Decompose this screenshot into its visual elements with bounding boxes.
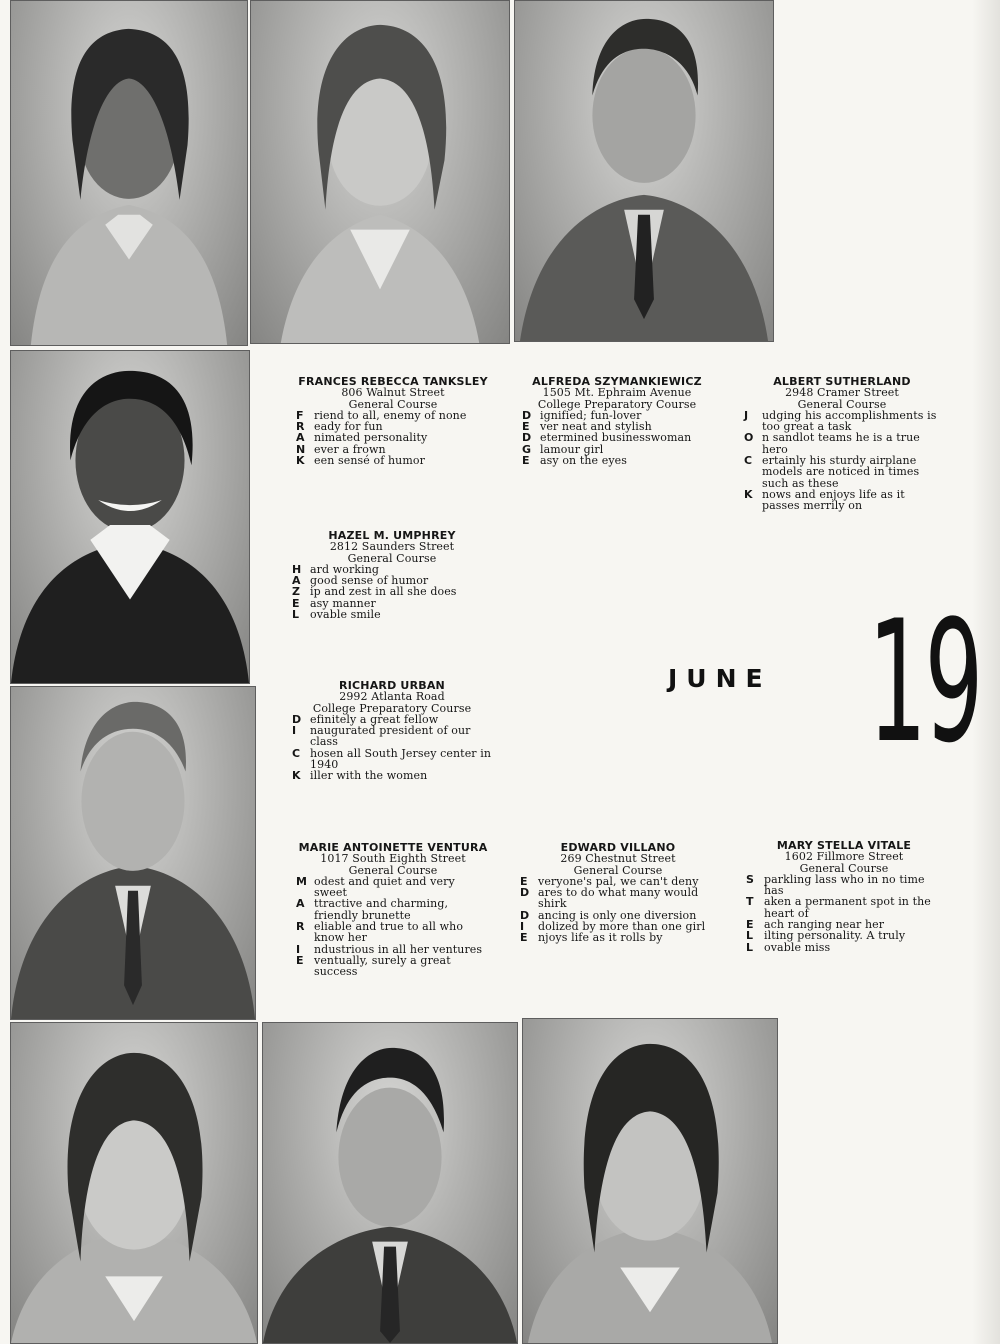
portrait-albert-sutherland	[514, 0, 774, 342]
acrostic-text: ach ranging near her	[764, 918, 885, 932]
acrostic-letter: E	[520, 874, 528, 888]
acrostic-letter: M	[296, 874, 308, 888]
student-name: MARY STELLA VITALE	[776, 839, 912, 852]
acrostic-text: ttractive and charming, friendly brunette	[314, 897, 449, 922]
year-heading: 19	[868, 584, 982, 780]
acrostic-text: veryone's pal, we can't deny	[538, 874, 699, 888]
student-address: 2948 Cramer Street	[785, 386, 899, 400]
acrostic-letter: D	[520, 886, 530, 900]
student-course: General Course	[797, 397, 887, 411]
acrostic-letter: D	[522, 408, 532, 422]
acrostic-text: ard working	[310, 562, 380, 576]
portrait-richard-urban	[10, 686, 256, 1020]
student-name: FRANCES REBECCA TANKSLEY	[298, 375, 488, 388]
month-heading: JUNE	[668, 664, 772, 693]
acrostic-letter: I	[520, 920, 525, 934]
acrostic-text: ndustrious in all her ventures	[314, 942, 483, 956]
acrostic-text: ovable smile	[310, 608, 381, 622]
acrostic-text: n sandlot teams he is a true hero	[762, 431, 920, 456]
acrostic-text: aken a permanent spot in the heart of	[764, 895, 931, 920]
student-course: General Course	[347, 551, 437, 565]
acrostic-text: ventually, surely a great success	[314, 953, 451, 979]
student-course: General Course	[348, 863, 438, 877]
acrostic-letter: E	[522, 420, 530, 434]
student-name: HAZEL M. UMPHREY	[328, 529, 456, 542]
student-address: 1017 South Eighth Street	[320, 852, 466, 866]
student-course: General Course	[799, 861, 889, 875]
portrait-edward-villano	[262, 1022, 518, 1344]
acrostic-text: efinitely a great fellow	[310, 712, 439, 726]
student-address: 806 Walnut Street	[341, 386, 445, 400]
student-entry-szymankiewicz	[522, 376, 712, 466]
acrostic-letter: A	[296, 897, 305, 911]
acrostic-letter: A	[292, 574, 301, 588]
acrostic-letter: R	[296, 920, 305, 934]
acrostic-letter: L	[746, 929, 754, 943]
student-entry-ventura	[296, 842, 490, 978]
student-name: MARIE ANTOINETTE VENTURA	[298, 841, 488, 854]
student-address: 1602 Fillmore Street	[784, 850, 904, 864]
acrostic-text: nimated personality	[314, 431, 428, 445]
acrostic-text: ip and zest in all she does	[310, 585, 457, 599]
acrostic-text: ver neat and stylish	[540, 420, 652, 434]
student-address: 2992 Atlanta Road	[339, 690, 445, 704]
student-entry-tanksley	[296, 376, 490, 466]
acrostic-text: iller with the women	[310, 769, 428, 783]
acrostic-text: asy on the eyes	[540, 454, 628, 468]
acrostic-text: ever a frown	[314, 442, 386, 456]
acrostic-letter: N	[296, 442, 306, 456]
acrostic-letter: E	[520, 931, 528, 945]
acrostic-text: dolized by more than one girl	[538, 920, 706, 934]
student-entry-sutherland	[744, 376, 940, 512]
acrostic-letter: D	[522, 431, 532, 445]
acrostic-letter: I	[292, 724, 297, 738]
student-course: General Course	[573, 863, 663, 877]
acrostic-letter: J	[744, 408, 749, 422]
acrostic-text: naugurated president of our class	[310, 724, 471, 749]
acrostic-text: riend to all, enemy of none	[314, 408, 467, 422]
acrostic-letter: K	[292, 769, 301, 783]
portrait-mary-vitale	[522, 1018, 778, 1344]
acrostic-letter: G	[522, 442, 532, 456]
acrostic-letter: S	[746, 872, 755, 886]
acrostic-text: good sense of humor	[310, 574, 429, 588]
acrostic-text: ares to do what many would shirk	[538, 886, 699, 911]
acrostic-text: hosen all South Jersey center in 1940	[310, 746, 492, 772]
acrostic-letter: E	[296, 953, 304, 967]
acrostic-letter: C	[744, 454, 753, 468]
student-entry-vitale	[746, 840, 942, 953]
acrostic-text: odest and quiet and very sweet	[314, 874, 455, 900]
acrostic-text: nows and enjoys life as it passes merrily on	[762, 487, 905, 513]
student-address: 269 Chestnut Street	[560, 852, 676, 866]
acrostic-letter: R	[296, 420, 305, 434]
student-address: 2812 Saunders Street	[329, 540, 455, 554]
acrostic-letter: E	[292, 596, 300, 610]
student-entry-urban	[292, 680, 492, 782]
acrostic-letter: F	[296, 408, 304, 422]
acrostic-text: njoys life as it rolls by	[538, 931, 663, 945]
acrostic-text: ilting personality. A truly	[764, 929, 906, 943]
portrait-marie-ventura	[10, 1022, 258, 1344]
acrostic-text: een sensé of humor	[314, 454, 425, 468]
portrait-alfreda-szymankiewicz	[250, 0, 510, 344]
acrostic-letter: T	[746, 895, 754, 909]
acrostic-letter: O	[744, 431, 754, 445]
student-course: College Preparatory Course	[312, 701, 472, 715]
acrostic-letter: E	[522, 454, 530, 468]
acrostic-text: eady for fun	[314, 420, 383, 434]
acrostic-letter: E	[746, 918, 754, 932]
acrostic-letter: H	[292, 562, 302, 576]
student-name: RICHARD URBAN	[339, 679, 445, 692]
acrostic-letter: K	[744, 487, 753, 501]
acrostic-text: ignified; fun-lover	[540, 408, 642, 422]
acrostic-letter: K	[296, 454, 305, 468]
student-name: ALFREDA SZYMANKIEWICZ	[532, 375, 702, 388]
acrostic-text: ancing is only one diversion	[538, 908, 697, 922]
student-course: General Course	[348, 397, 438, 411]
acrostic-letter: D	[292, 712, 302, 726]
acrostic-letter: L	[746, 940, 754, 954]
student-address: 1505 Mt. Ephraim Avenue	[542, 386, 692, 400]
acrostic-letter: C	[292, 746, 301, 760]
student-course: College Preparatory Course	[537, 397, 697, 411]
acrostic-text: parkling lass who in no time has	[764, 872, 925, 898]
acrostic-text: eliable and true to all who know her	[314, 920, 464, 945]
acrostic-text: udging his accomplishments is too great a task	[762, 408, 937, 434]
student-entry-umphrey	[292, 530, 492, 620]
acrostic-text: asy manner	[310, 596, 376, 610]
acrostic-text: lamour girl	[540, 442, 604, 456]
acrostic-letter: Z	[292, 585, 301, 599]
acrostic-text: ertainly his sturdy airplane models are noticed in times such as these	[762, 454, 920, 490]
acrostic-letter: A	[296, 431, 305, 445]
acrostic-text: etermined businesswoman	[540, 431, 692, 445]
acrostic-text: ovable miss	[764, 940, 831, 954]
portrait-frances-tanksley	[10, 0, 248, 346]
student-entry-villano	[520, 842, 716, 944]
acrostic-letter: L	[292, 608, 300, 622]
acrostic-letter: I	[296, 942, 301, 956]
portrait-hazel-umphrey	[10, 350, 250, 684]
student-name: ALBERT SUTHERLAND	[773, 375, 911, 388]
acrostic-letter: D	[520, 908, 530, 922]
student-name: EDWARD VILLANO	[560, 841, 676, 854]
